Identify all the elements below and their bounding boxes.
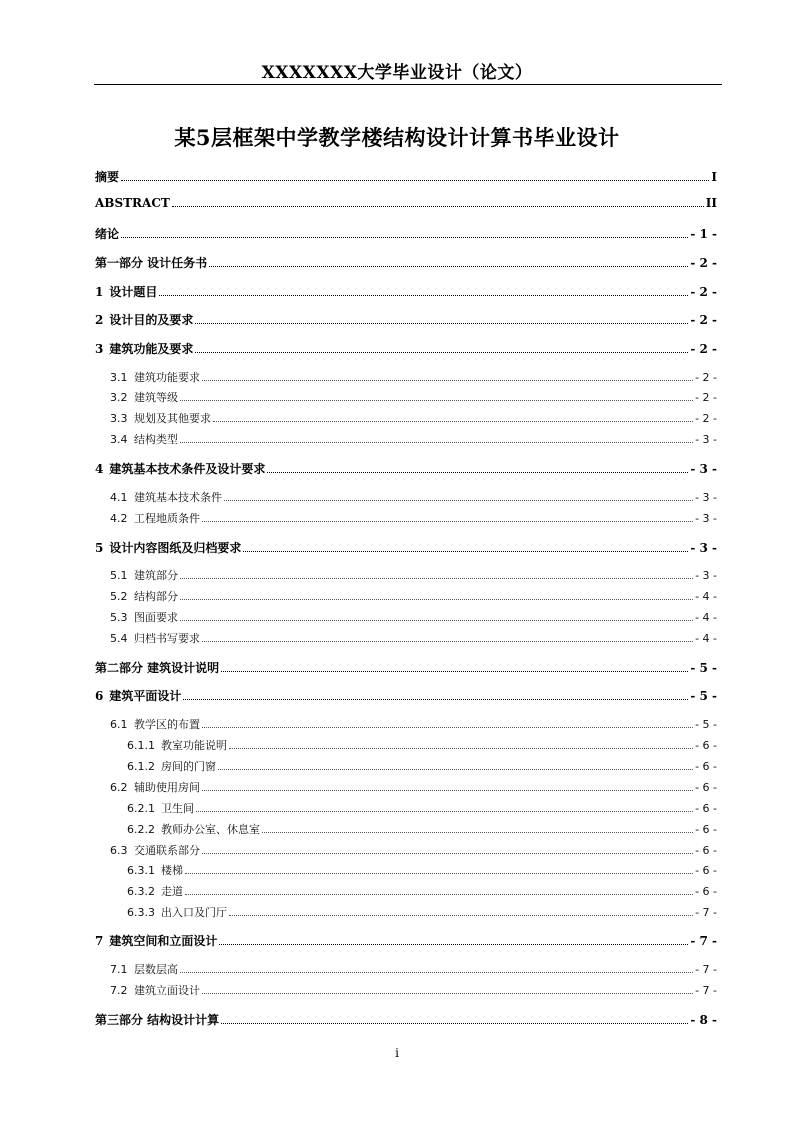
toc-leader-dots: [121, 227, 688, 238]
toc-leader-dots: [180, 611, 693, 621]
toc-entry-number: 3.4: [110, 433, 128, 446]
toc-entry-page: - 3 -: [695, 569, 717, 582]
toc-entry-page: I: [711, 170, 717, 184]
toc-entry-number: 3.2: [110, 391, 128, 404]
toc-entry-label: 建筑基本技术条件及设计要求: [109, 462, 266, 476]
toc-leader-dots: [221, 1013, 688, 1024]
toc-entry-label: 建筑部分: [134, 569, 178, 582]
toc-entry[interactable]: [110, 389, 717, 405]
toc-entry-number: 6.2: [110, 781, 128, 794]
toc-leader-dots: [195, 313, 688, 324]
toc-entry-label: 规划及其他要求: [134, 412, 211, 425]
toc-entry-label: 归档书写要求: [134, 632, 200, 645]
toc-entry[interactable]: [95, 168, 717, 185]
page-header-title: XXXXXXX大学毕业设计（论文）: [261, 63, 533, 83]
toc-entry[interactable]: [110, 369, 717, 385]
toc-entry-label: 教室功能说明: [161, 739, 227, 752]
toc-entry[interactable]: [95, 225, 717, 242]
toc-entry-number: 6.2.2: [127, 823, 155, 836]
toc-entry[interactable]: [95, 460, 717, 477]
toc-entry-number: 6.2.1: [127, 802, 155, 815]
toc-entry-label: 建筑平面设计: [109, 689, 182, 703]
toc-entry-page: - 3 -: [690, 541, 717, 555]
toc-entry-page: - 6 -: [695, 823, 717, 836]
toc-entry-number: 6.1.2: [127, 760, 155, 773]
toc-leader-dots: [180, 391, 693, 401]
toc-entry[interactable]: [110, 510, 717, 526]
toc-entry-page: - 6 -: [695, 844, 717, 857]
toc-entry-number: 6.1.1: [127, 739, 155, 752]
toc-entry-page: - 3 -: [695, 491, 717, 504]
toc-entry[interactable]: [127, 883, 717, 899]
toc-entry[interactable]: [95, 687, 717, 704]
toc-leader-dots: [229, 739, 693, 749]
toc-entry-label: 层数层高: [134, 963, 178, 976]
toc-entry-label: 建筑基本技术条件: [134, 491, 222, 504]
toc-entry-number: 4.2: [110, 512, 128, 525]
toc-entry-page: - 2 -: [690, 256, 717, 270]
toc-entry-label: 工程地质条件: [134, 512, 200, 525]
toc-entry-number: 5: [95, 541, 104, 555]
toc-entry-number: 5.4: [110, 632, 128, 645]
toc-leader-dots: [267, 462, 688, 473]
toc-entry-label: 建筑立面设计: [134, 984, 200, 997]
toc-leader-dots: [202, 371, 693, 381]
toc-entry-number: 3.3: [110, 412, 128, 425]
toc-leader-dots: [221, 661, 688, 672]
toc-entry-label: 交通联系部分: [134, 844, 200, 857]
toc-entry[interactable]: [110, 431, 717, 447]
toc-entry-number: 6: [95, 689, 104, 703]
toc-entry-label: 出入口及门厅: [161, 906, 227, 919]
toc-entry-label: 结构类型: [134, 433, 178, 446]
toc-entry-page: - 2 -: [695, 371, 717, 384]
toc-entry-page: - 6 -: [695, 885, 717, 898]
toc-entry-number: 6.3.1: [127, 864, 155, 877]
toc-leader-dots: [219, 934, 688, 945]
toc-leader-dots: [202, 984, 693, 994]
toc-entry-label: 楼梯: [161, 864, 183, 877]
toc-entry-page: - 3 -: [690, 462, 717, 476]
footer-page-number: i: [395, 1046, 399, 1060]
toc-entry-page: - 6 -: [695, 802, 717, 815]
document-title: 某5层框架中学教学楼结构设计计算书毕业设计: [174, 125, 620, 150]
toc-entry-number: 1: [95, 285, 104, 299]
toc-entry-page: - 2 -: [695, 391, 717, 404]
toc-entry-page: - 6 -: [695, 760, 717, 773]
toc-leader-dots: [183, 689, 688, 700]
toc-leader-dots: [180, 569, 693, 579]
toc-leader-dots: [213, 412, 693, 422]
toc-entry-label: 第三部分 结构设计计算: [95, 1013, 220, 1027]
toc-leader-dots: [243, 541, 688, 552]
toc-leader-dots: [185, 864, 693, 874]
toc-entry[interactable]: [110, 630, 717, 646]
toc-entry[interactable]: [95, 659, 717, 676]
toc-entry-number: 3.1: [110, 371, 128, 384]
toc-entry-label: 卫生间: [161, 802, 194, 815]
toc-leader-dots: [121, 170, 709, 181]
toc-entry-page: - 7 -: [695, 984, 717, 997]
toc-entry-page: - 6 -: [695, 781, 717, 794]
toc-entry-number: 2: [95, 313, 104, 327]
toc-entry-label: 教学区的布置: [134, 718, 200, 731]
toc-leader-dots: [202, 781, 693, 791]
toc-entry-page: - 7 -: [695, 963, 717, 976]
toc-entry-number: 5.2: [110, 590, 128, 603]
toc-entry-label: 摘要: [95, 170, 120, 184]
toc-entry-page: - 5 -: [690, 661, 717, 675]
toc-entry[interactable]: [110, 489, 717, 505]
toc-entry[interactable]: [110, 716, 717, 732]
toc-entry-page: - 6 -: [695, 864, 717, 877]
toc-leader-dots: [229, 906, 693, 916]
toc-entry-label: 图面要求: [134, 611, 178, 624]
toc-entry[interactable]: [95, 254, 717, 271]
toc-entry-label: 结构部分: [134, 590, 178, 603]
toc-leader-dots: [202, 512, 693, 522]
toc-entry[interactable]: [95, 1011, 717, 1028]
toc-leader-dots: [180, 433, 693, 443]
toc-entry[interactable]: [127, 862, 717, 878]
toc-entry-label: 建筑等级: [134, 391, 178, 404]
toc-entry-page: - 2 -: [695, 412, 717, 425]
toc-entry-number: 5.1: [110, 569, 128, 582]
toc-leader-dots: [185, 885, 693, 895]
toc-entry-page: - 2 -: [690, 313, 717, 327]
toc-entry[interactable]: [110, 567, 717, 583]
toc-entry[interactable]: [110, 961, 717, 977]
toc-leader-dots: [180, 590, 693, 600]
toc-entry[interactable]: [110, 779, 717, 795]
toc-entry-page: - 7 -: [690, 934, 717, 948]
toc-entry[interactable]: [95, 311, 717, 328]
toc-entry-label: 辅助使用房间: [134, 781, 200, 794]
toc-entry[interactable]: [127, 758, 717, 774]
toc-entry-label: ABSTRACT: [95, 196, 170, 210]
toc-entry-label: 设计题目: [109, 285, 158, 299]
toc-entry[interactable]: [110, 410, 717, 426]
toc-entry-page: - 4 -: [695, 632, 717, 645]
toc-leader-dots: [262, 823, 693, 833]
toc-entry-label: 建筑空间和立面设计: [109, 934, 218, 948]
toc-entry-label: 设计目的及要求: [109, 313, 194, 327]
toc-entry-page: - 5 -: [690, 689, 717, 703]
toc-entry[interactable]: [95, 932, 717, 949]
toc-leader-dots: [172, 196, 704, 207]
toc-entry-page: - 8 -: [690, 1013, 717, 1027]
toc-entry[interactable]: [110, 588, 717, 604]
toc-entry-label: 走道: [161, 885, 183, 898]
toc-entry[interactable]: [110, 982, 717, 998]
toc-entry-page: - 3 -: [695, 433, 717, 446]
toc-entry-label: 第一部分 设计任务书: [95, 256, 208, 270]
toc-entry[interactable]: [95, 196, 717, 210]
toc-entry[interactable]: [127, 800, 717, 816]
toc-leader-dots: [202, 718, 693, 728]
toc-leader-dots: [202, 844, 693, 854]
toc-leader-dots: [196, 802, 693, 812]
toc-leader-dots: [202, 632, 693, 642]
toc-entry-label: 建筑功能及要求: [109, 342, 194, 356]
toc-entry-page: - 1 -: [690, 227, 717, 241]
toc-entry-page: II: [705, 196, 717, 210]
toc-entry-label: 房间的门窗: [161, 760, 216, 773]
toc-entry-number: 7.1: [110, 963, 128, 976]
toc-leader-dots: [218, 760, 693, 770]
toc-entry-page: - 3 -: [695, 512, 717, 525]
toc-entry-number: 6.1: [110, 718, 128, 731]
toc-entry-number: 7.2: [110, 984, 128, 997]
toc-entry-page: - 4 -: [695, 590, 717, 603]
toc-leader-dots: [195, 342, 688, 353]
toc-entry-number: 3: [95, 342, 104, 356]
toc-entry-number: 6.3.3: [127, 906, 155, 919]
toc-entry-page: - 4 -: [695, 611, 717, 624]
toc-entry-page: - 5 -: [695, 718, 717, 731]
toc-entry-page: - 6 -: [695, 739, 717, 752]
toc-entry-number: 4.1: [110, 491, 128, 504]
toc-entry[interactable]: [127, 821, 717, 837]
toc-entry-page: - 2 -: [690, 342, 717, 356]
toc-entry-label: 第二部分 建筑设计说明: [95, 661, 220, 675]
toc-entry[interactable]: [110, 842, 717, 858]
toc-entry-page: - 7 -: [695, 906, 717, 919]
toc-entry[interactable]: [95, 283, 717, 300]
toc-leader-dots: [180, 963, 693, 973]
toc-entry-number: 7: [95, 934, 104, 948]
toc-entry-label: 绪论: [95, 227, 120, 241]
toc-entry-number: 6.3.2: [127, 885, 155, 898]
toc-entry[interactable]: [95, 539, 717, 556]
toc-entry-label: 设计内容图纸及归档要求: [109, 541, 242, 555]
toc-entry[interactable]: [95, 340, 717, 357]
toc-entry[interactable]: [127, 737, 717, 753]
toc-leader-dots: [159, 285, 688, 296]
toc-entry[interactable]: [110, 609, 717, 625]
toc-entry-page: - 2 -: [690, 285, 717, 299]
toc-entry-label: 建筑功能要求: [134, 371, 200, 384]
toc-entry-number: 6.3: [110, 844, 128, 857]
toc-entry-label: 教师办公室、休息室: [161, 823, 260, 836]
toc-entry[interactable]: [127, 904, 717, 920]
toc-entry-number: 5.3: [110, 611, 128, 624]
toc-entry-number: 4: [95, 462, 104, 476]
toc-leader-dots: [209, 256, 688, 267]
toc-leader-dots: [224, 491, 693, 501]
